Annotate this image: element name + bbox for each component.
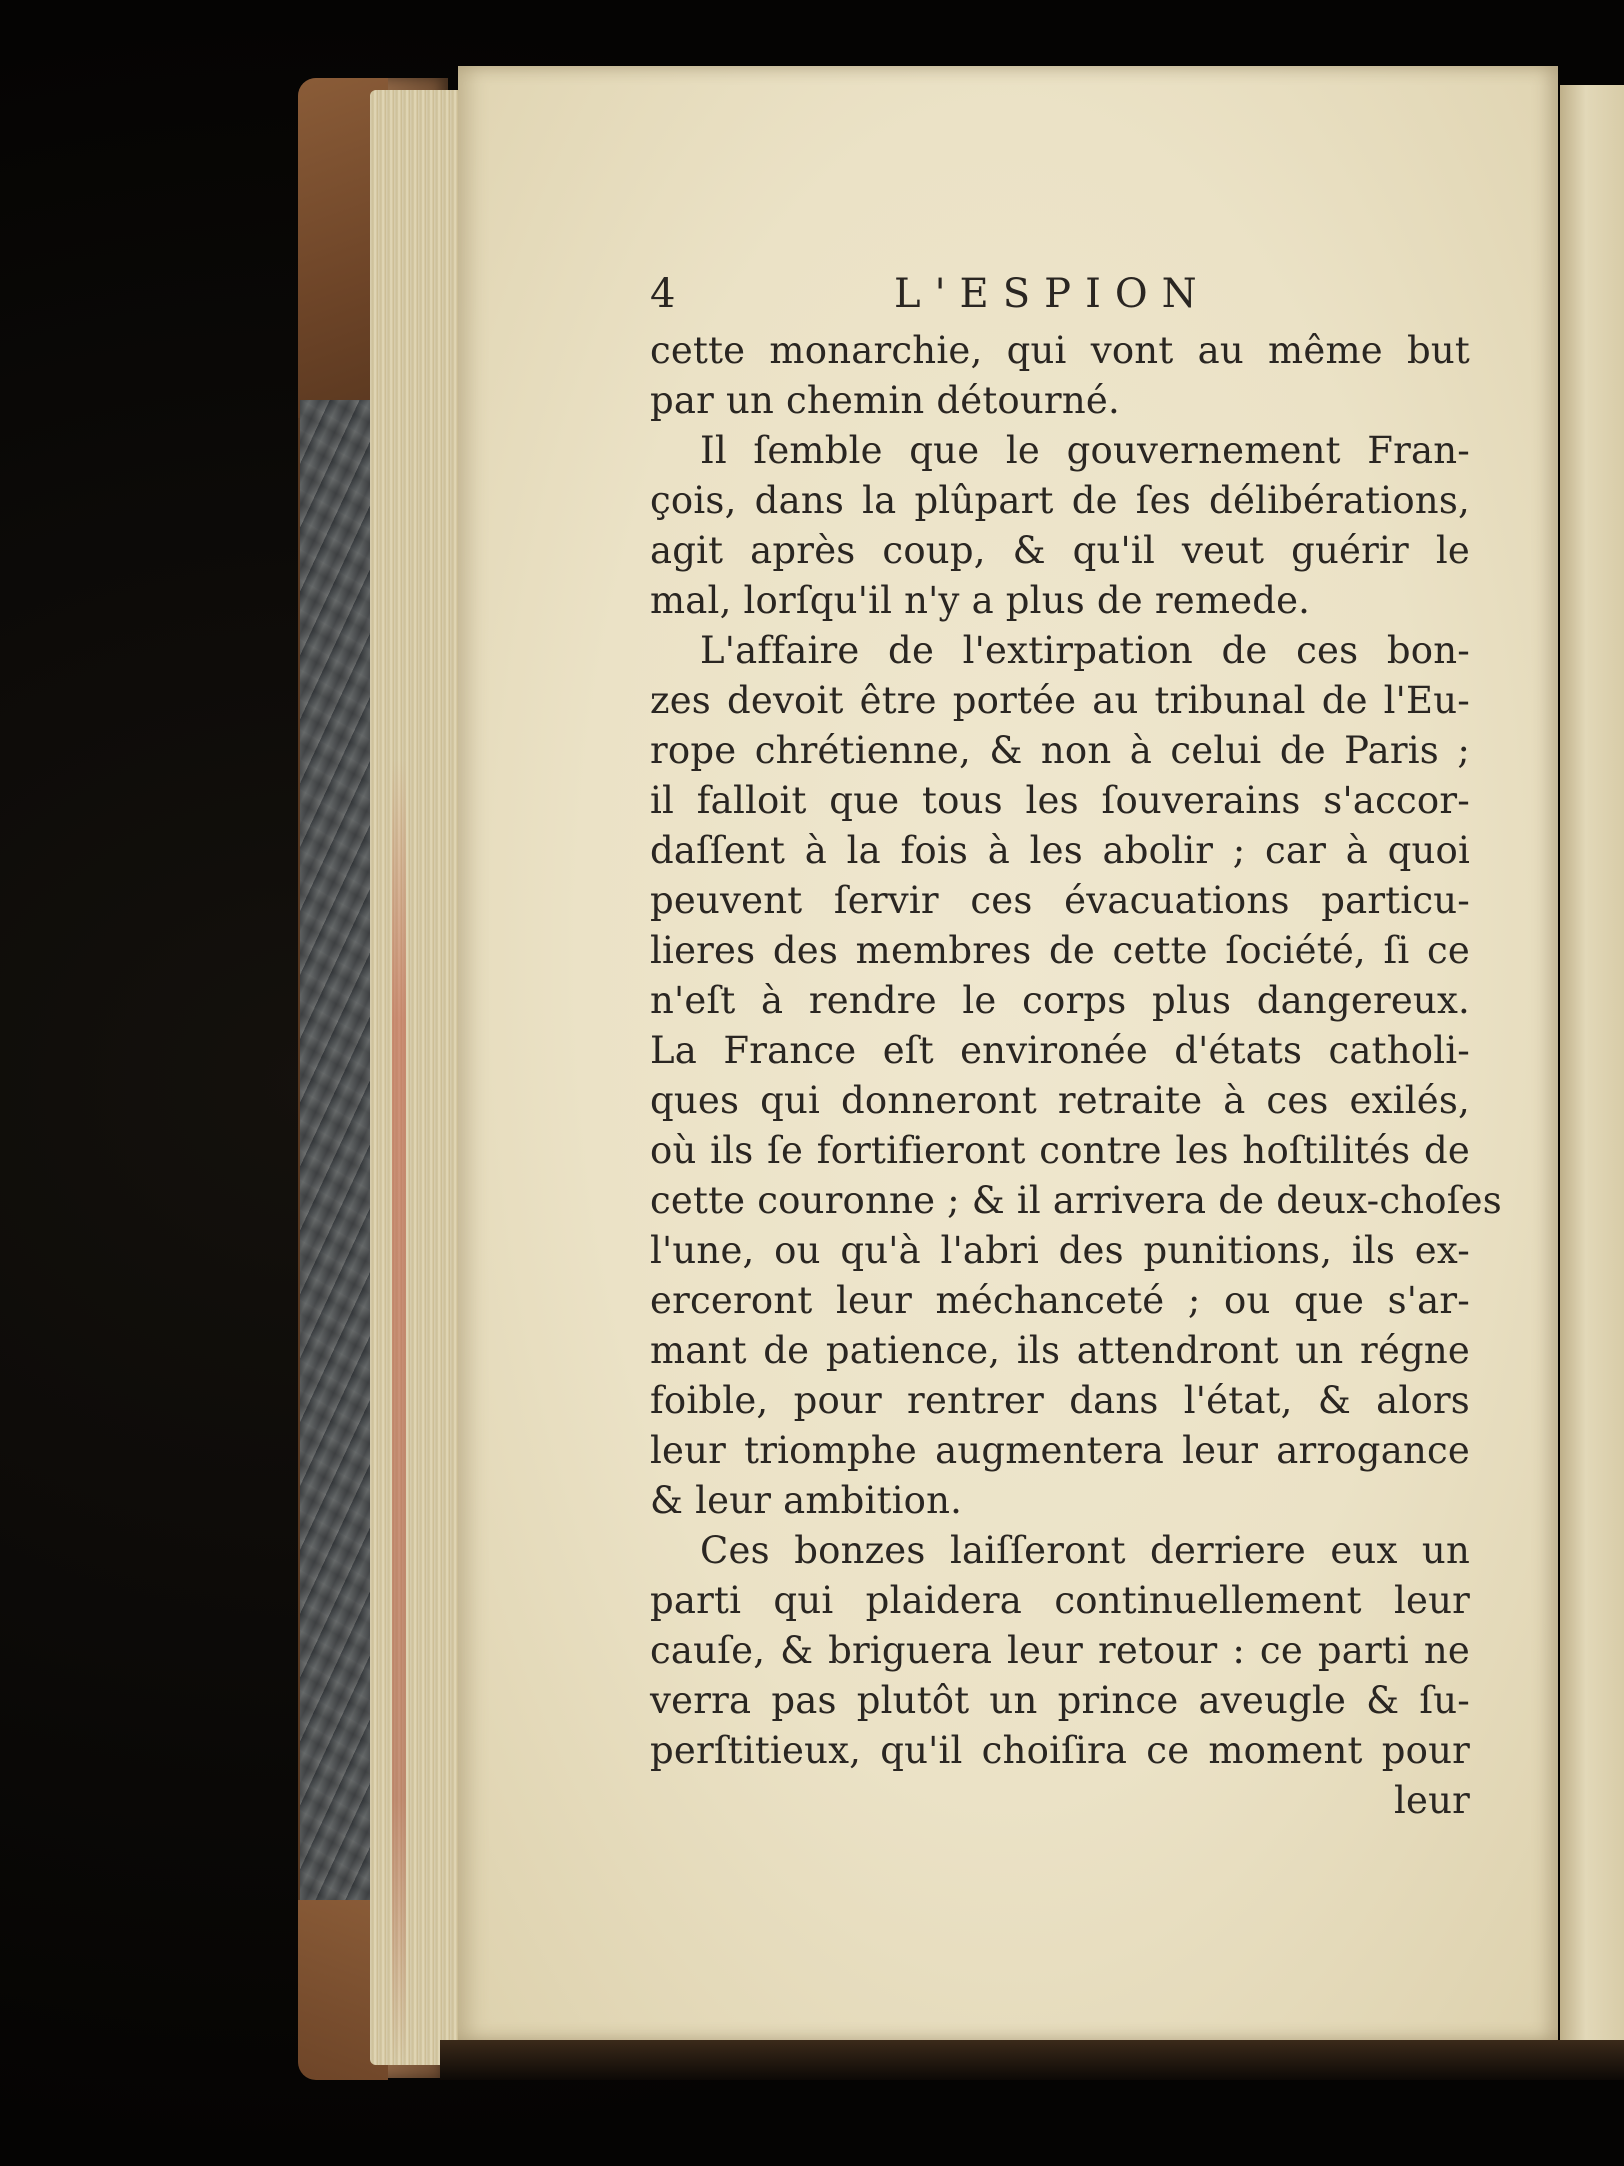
text-line: Il ſemble que le gouvernement Fran-: [700, 429, 1470, 472]
red-page-edge: [392, 760, 406, 2060]
text-line: il falloit que tous les ſouverains s'accor-: [650, 779, 1470, 822]
catchword: leur: [1393, 1779, 1470, 1822]
text-line: agit après coup, & qu'il veut guérir le: [650, 529, 1470, 572]
text-line: La France eſt environée d'états catholi-: [650, 1029, 1470, 1072]
text-line: foible, pour rentrer dans l'état, & alors: [650, 1379, 1470, 1422]
page-header: [650, 262, 1470, 326]
text-line: perſtitieux, qu'il choiſira ce moment pour: [650, 1729, 1470, 1772]
text-line: mal, lorſqu'il n'y a plus de remede.: [650, 579, 1311, 622]
text-line: zes devoit être portée au tribunal de l'Eu-: [650, 679, 1470, 722]
text-line: rope chrétienne, & non à celui de Paris ;: [650, 729, 1470, 772]
running-head: L'ESPION: [894, 271, 1211, 317]
text-line: par un chemin détourné.: [650, 379, 1120, 422]
text-line: peuvent ſervir ces évacuations particu-: [650, 879, 1470, 922]
text-line: daſſent à la fois à les abolir ; car à quoi: [650, 829, 1470, 872]
text-line: çois, dans la plûpart de ſes délibérations,: [650, 479, 1470, 522]
text-line: leur triomphe augmentera leur arrogance: [650, 1429, 1470, 1472]
page-text: [650, 262, 1502, 1826]
text-line: ques qui donneront retraite à ces exilés,: [650, 1079, 1470, 1122]
text-line: L'affaire de l'extirpation de ces bon-: [700, 629, 1470, 672]
text-line: cette couronne ; & il arrivera de deux-choſes: [650, 1179, 1502, 1222]
text-line: lieres des membres de cette ſociété, ſi ce: [650, 929, 1470, 972]
page-bottom-shadow: [440, 2040, 1624, 2080]
text-line: verra pas plutôt un prince aveugle & ſu-: [650, 1679, 1470, 1722]
text-line: l'une, ou qu'à l'abri des punitions, ils ex-: [650, 1229, 1470, 1272]
text-line: n'eſt à rendre le corps plus dangereux.: [650, 979, 1470, 1022]
text-line: erceront leur méchanceté ; ou que s'ar-: [650, 1279, 1470, 1322]
page-stack-edge: [370, 90, 470, 2065]
text-line: parti qui plaidera continuellement leur: [650, 1579, 1470, 1622]
text-line: cauſe, & briguera leur retour : ce parti ne: [650, 1629, 1470, 1672]
text-line: & leur ambition.: [650, 1479, 963, 1522]
page-number: 4: [650, 271, 676, 317]
text-line: mant de patience, ils attendront un régne: [650, 1329, 1470, 1372]
text-line: cette monarchie, qui vont au même but: [650, 329, 1470, 372]
facing-page-edge: [1560, 85, 1624, 2045]
text-line: Ces bonzes laiſſeront derriere eux un: [700, 1529, 1470, 1572]
text-line: où ils ſe fortifieront contre les hoſtilités de: [650, 1129, 1470, 1172]
